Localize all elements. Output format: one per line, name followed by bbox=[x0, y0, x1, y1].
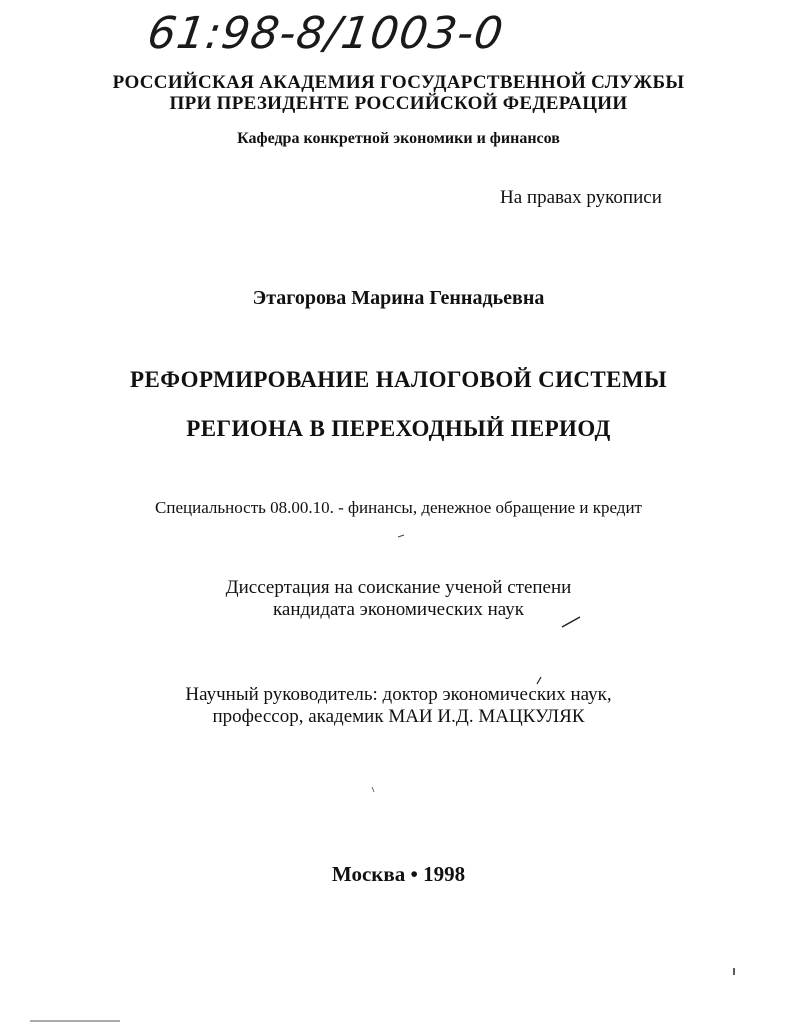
dissertation-type-line2: кандидата экономических наук bbox=[272, 599, 525, 620]
pen-tick-mark bbox=[537, 677, 541, 684]
supervisor-line2: профессор, академик МАИ И.Д. МАЦКУЛЯК bbox=[212, 706, 585, 727]
city-and-year: Москва • 1998 bbox=[331, 862, 466, 886]
handwritten-catalog-number: 61:98-8/1003-0 bbox=[144, 8, 507, 59]
author-name: Этагорова Марина Геннадьевна bbox=[252, 287, 545, 309]
dissertation-type-line1: Диссертация на соискание ученой степени bbox=[225, 577, 572, 598]
specialty-code: Специальность 08.00.10. - финансы, денежное обращение и кредит bbox=[155, 498, 642, 517]
supervisor-line1: Научный руководитель: доктор экономических наук, bbox=[185, 684, 612, 705]
organization-name-line2: ПРИ ПРЕЗИДЕНТЕ РОССИЙСКОЙ ФЕДЕРАЦИИ bbox=[169, 93, 628, 114]
organization-name-line1: РОССИЙСКАЯ АКАДЕМИЯ ГОСУДАРСТВЕННОЙ СЛУЖБЫ bbox=[112, 72, 685, 93]
speck-mark bbox=[372, 787, 374, 792]
dissertation-title-line2: РЕГИОНА В ПЕРЕХОДНЫЙ ПЕРИОД bbox=[186, 416, 611, 441]
manuscript-rights-note: На правах рукописи bbox=[500, 187, 662, 208]
dissertation-title-line1: РЕФОРМИРОВАНИЕ НАЛОГОВОЙ СИСТЕМЫ bbox=[130, 367, 667, 392]
pen-tick-mark bbox=[562, 617, 580, 627]
department-name: Кафедра конкретной экономики и финансов bbox=[237, 130, 560, 147]
speck-mark bbox=[398, 535, 404, 537]
